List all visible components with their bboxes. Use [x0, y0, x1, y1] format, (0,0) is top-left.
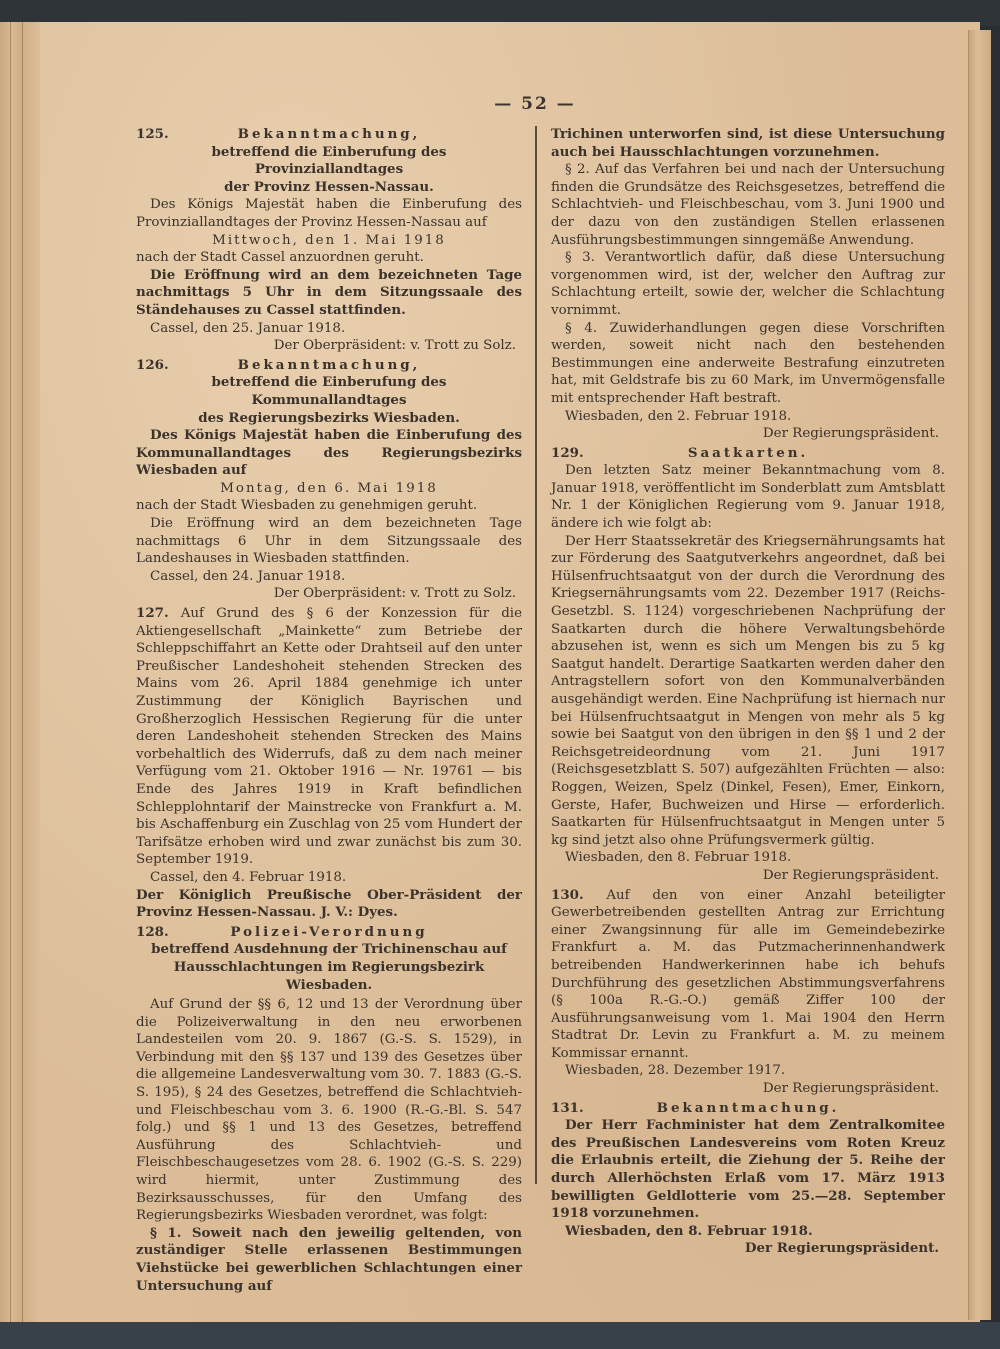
- signer: Der Regierungspräsident.: [744, 1240, 939, 1257]
- section-number: 129.: [551, 444, 584, 461]
- section-title: Bekanntmachung,: [237, 126, 421, 142]
- signer: Der Regierungspräsident.: [762, 1081, 939, 1097]
- paragraph: Der Herr Fachminister hat dem Zentralkomitee des Preußischen Landesvereins vom Roten Kreuz die Erlaubnis erteilt, die Ziehung der 5. Reihe der durch Allerhöchsten Erlaß vom 17. März 1913 bewilligten Geldlotterie vom 25.—28. September 1918 vorzunehmen.: [551, 1117, 945, 1222]
- paragraph: Des Königs Majestät haben die Einberufung des Kommunallandtages des Regierungsbezirks Wiesbaden auf: [136, 427, 522, 479]
- section-subtitle-line: betreffend die Einberufung des Provinziallandtages: [211, 143, 447, 178]
- paragraph: nach der Stadt Cassel anzuordnen geruht.: [136, 250, 424, 266]
- section-131: [551, 1100, 945, 1258]
- section-128: [136, 924, 522, 1295]
- section-125: [136, 126, 522, 355]
- paragraph: Die Eröffnung wird an dem bezeichneten Tage nachmittags 5 Uhr in dem Sitzungssaale des Ständehauses zu Cassel stattfinden.: [136, 266, 522, 318]
- place-date: Wiesbaden, 28. Dezember 1917.: [565, 1063, 786, 1079]
- column-divider: [535, 126, 537, 1184]
- paragraph: Der Herr Staatssekretär des Kriegsernährungsamts hat zur Förderung des Saatgutverkehrs angeordnet, daß bei Hülsenfruchtsaatgut von der durch die Verordnung des Kriegsernährungsamts vom 22. Dezember 1917 (Reichs-Gesetzbl. S. 1124) vorgeschriebenen Nachprüfung der Saatkarten durch die höhere Verwaltungsbehörde abzusehen ist, wenn es sich um Mengen bis zu 5 kg Saatgut handelt. Derartige Saatkarten werden daher den Antragstellern sofort von den Kommunalverbänden ausgehändigt werden. Eine Nachprüfung ist hiernach nur bei Hülsenfruchtsaatgut in Mengen von mehr als 5 kg sowie bei Saatgut von den übrigen in den §§ 1 und 2 der Reichsgetreideordnung vom 21. Juni 1917 (Reichsgesetzblatt S. 507) aufgezählten Früchten — also: Roggen, Weizen, Spelz (Dinkel, Fesen), Emer, Einkorn, Gerste, Hafer, Buchweizen und Hirse — erforderlich. Saatkarten für Hülsenfruchtsaatgut in Mengen unter 5 kg sind jetzt also ohne Prüfungsvermerk gültig.: [551, 533, 945, 848]
- section-130: [551, 887, 945, 1098]
- place-date: Wiesbaden, den 8. Februar 1918.: [565, 1222, 813, 1239]
- page-edge-left: [0, 22, 40, 1324]
- section-number: 130.: [551, 886, 584, 903]
- place-date: Cassel, den 24. Januar 1918.: [150, 568, 346, 584]
- section-subtitle-line: betreffend die Einberufung des Kommunallandtages: [211, 374, 447, 408]
- paragraph: Auf den von einer Anzahl beteiligter Gewerbetreibenden gestellten Antrag zur Errichtung einer Zwangsinnung für alle im Gemeindebezirke Frankfurt a. M. das Putzmacherinnenhandwerk betreibenden Handwerkerinnen habe ich behufs Durchführung des gesetzlichen Abstimmungsverfahrens (§ 100a R.-G.-O.) gemäß Ziffer 100 der Ausführungsanweisung vom 1. Mai 1904 den Herrn Stadtrat Dr. Levin zu Frankfurt a. M. zu meinem Kommissar ernannt.: [551, 887, 946, 1061]
- signer: Der Regierungspräsident.: [762, 426, 939, 442]
- section-number: 128.: [136, 923, 169, 940]
- section-subtitle-line: der Provinz Hessen-Nassau.: [224, 178, 434, 195]
- paragraph: Trichinen unterworfen sind, ist diese Untersuchung auch bei Hausschlachtungen vorzunehmen.: [551, 126, 945, 160]
- signer: Der Oberpräsident: v. Trott zu Solz.: [273, 338, 516, 354]
- right-column: [551, 126, 945, 1258]
- paragraph: § 1. Soweit nach den jeweilig geltenden, von zuständiger Stelle erlassenen Bestimmungen Viehstücke bei gewerblichen Schlachtungen einer Untersuchung auf: [136, 1224, 522, 1294]
- paragraph: Des Königs Majestät haben die Einberufung des Provinziallandtages der Provinz Hessen-Nassau auf: [136, 197, 522, 230]
- date-line: Montag, den 6. Mai 1918: [220, 480, 438, 496]
- section-number: 127.: [136, 605, 169, 622]
- place-date: Wiesbaden, den 2. Februar 1918.: [565, 408, 792, 424]
- paragraph: § 4. Zuwiderhandlungen gegen diese Vorschriften werden, soweit nicht nach den bestehenden Bestimmungen eine anderweite Bestrafung einzutreten hat, mit Geldstrafe bis zu 60 Mark, im Unvermögensfalle mit entsprechender Haft bestraft.: [551, 320, 945, 406]
- left-column: [136, 126, 522, 1295]
- place-date: Cassel, den 25. Januar 1918.: [150, 320, 346, 336]
- section-subtitle: betreffend Ausdehnung der Trichinenschau auf Hausschlachtungen im Regierungsbezirk Wiesbaden.: [151, 941, 507, 993]
- place-date: Cassel, den 4. Februar 1918.: [150, 869, 347, 885]
- page-edge-right: [968, 30, 991, 1320]
- paragraph: Auf Grund der §§ 6, 12 und 13 der Verordnung über die Polizeiverwaltung in den neu erworbenen Landesteilen vom 20. 9. 1867 (G.-S. S. 1529), in Verbindung mit den §§ 137 und 139 des Gesetzes über die allgemeine Landesverwaltung vom 30. 7. 1883 (G.-S. S. 195), § 24 des Gesetzes, betreffend die Schlachtvieh- und Fleischbeschau vom 3. 6. 1900 (R.-G.-Bl. S. 547 folg.) und §§ 1 und 13 des Gesetzes, betreffend Ausführung des Schlachtvieh- und Fleischbeschaugesetzes vom 28. 6. 1902 (G.-S. S. 229) wird hiermit, unter Zustimmung des Bezirksausschusses, für den Umfang des Regierungsbezirks Wiesbaden verordnet, was folgt:: [136, 997, 522, 1224]
- section-number: 131.: [551, 1099, 584, 1116]
- date-line: Mittwoch, den 1. Mai 1918: [212, 232, 446, 248]
- section-126: [136, 357, 522, 603]
- paragraph: Die Eröffnung wird an dem bezeichneten Tage nachmittags 6 Uhr in dem Sitzungssaale des Landeshauses in Wiesbaden stattfinden.: [136, 516, 522, 567]
- paragraph: § 2. Auf das Verfahren bei und nach der Untersuchung finden die Grundsätze des Reichsgesetzes, betreffend die Schlachtvieh- und Fleischbeschau, vom 3. Juni 1900 und der dazu von den zuständigen Stellen erlassenen Ausführungsbestimmungen sinngemäße Anwendung.: [551, 162, 945, 248]
- book-cover-bottom: [0, 1322, 1000, 1349]
- signer: Der Oberpräsident: v. Trott zu Solz.: [273, 586, 516, 602]
- section-129: [551, 445, 945, 885]
- section-title: Bekanntmachung.: [656, 1099, 840, 1116]
- signer: Der Regierungspräsident.: [762, 867, 939, 883]
- section-127: [136, 605, 522, 922]
- section-subtitle-line: des Regierungsbezirks Wiesbaden.: [198, 409, 460, 426]
- section-number: 126.: [136, 356, 169, 373]
- paragraph: Den letzten Satz meiner Bekanntmachung vom 8. Januar 1918, veröffentlicht im Sonderblatt zum Amtsblatt Nr. 1 der Königlichen Regierung vom 9. Januar 1918, ändere ich wie folgt ab:: [551, 463, 945, 532]
- place-date: Wiesbaden, den 8. Februar 1918.: [565, 850, 792, 866]
- paragraph: nach der Stadt Wiesbaden zu genehmigen geruht.: [136, 498, 478, 514]
- section-128-continued: [551, 126, 945, 443]
- section-title: Polizei-Verordnung: [230, 923, 428, 940]
- section-number: 125.: [136, 126, 169, 142]
- paragraph: § 3. Verantwortlich dafür, daß diese Untersuchung vorgenommen wird, ist der, welcher den Auftrag zur Schlachtung erteilt, sowie der, welcher die Schlachtung vornimmt.: [551, 250, 945, 318]
- page-number: — 52 —: [494, 94, 576, 114]
- section-title: Saatkarten.: [687, 444, 809, 461]
- section-title: Bekanntmachung,: [237, 356, 421, 373]
- signer: Der Königlich Preußische Ober-Präsident der Provinz Hessen-Nassau. J. V.: Dyes.: [136, 886, 522, 921]
- paragraph: Auf Grund des § 6 der Konzession für die Aktiengesellschaft „Mainkette“ zum Betriebe der Schleppschiffahrt an Kette oder Drahtseil auf den unter Preußischer Landeshoheit stehenden Strecken des Mains vom 26. April 1884 genehmige ich unter Zustimmung der Königlich Bayrischen und Großherzoglich Hessischen Regierung für die unter deren Landeshoheit stehenden Strecken des Mains vorbehaltlich des Widerrufs, daß zu dem nach meiner Verfügung vom 21. Oktober 1916 — Nr. 19761 — bis Ende des Jahres 1919 in Kraft befindlichen Schlepplohntarif der Mainstrecke von Frankfurt a. M. bis Aschaffenburg ein Zuschlag von 25 vom Hundert der Tarifsätze erhoben wird und zwar zunächst bis zum 30. September 1919.: [136, 606, 522, 868]
